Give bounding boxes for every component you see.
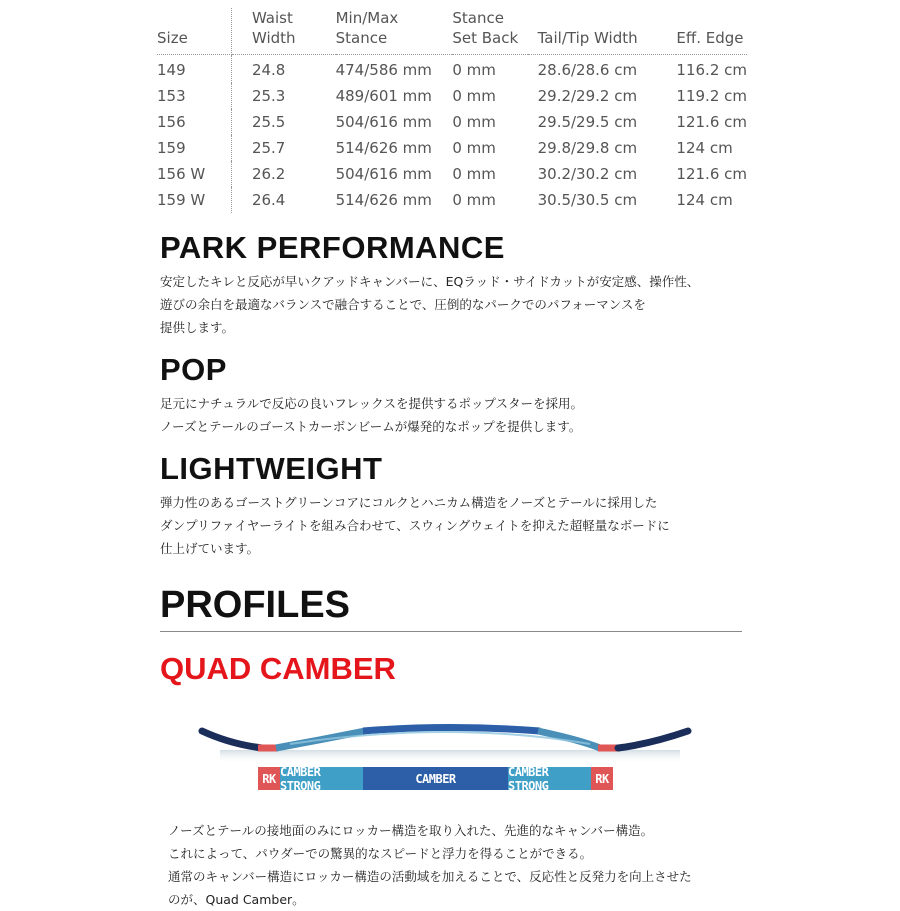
lightweight-section <box>160 451 760 560</box>
spec-table-row <box>157 161 747 187</box>
spec-table-row <box>157 135 747 161</box>
cell-tail-tip-width: 29.5/29.5 cm <box>537 113 638 131</box>
cell-eff-edge: 124 cm <box>676 191 733 209</box>
header-tail-tip-width: Tail/Tip Width <box>528 8 677 55</box>
park-performance-text <box>160 270 760 339</box>
spec-table-row <box>157 83 747 109</box>
camber-strong-left-zone: CAMBER STRONG <box>280 767 363 790</box>
pop-section <box>160 352 760 438</box>
board-camber-center <box>363 728 540 732</box>
text-line: 弾力性のあるゴーストグリーンコアにコルクとハニカム構造をノーズとテールに採用した <box>160 495 658 510</box>
cell-stance-set-back: 0 mm <box>452 113 496 131</box>
profiles-divider <box>160 631 742 632</box>
profile-zone-bar <box>258 764 613 793</box>
profiles-heading: PROFILES <box>160 584 351 626</box>
lightweight-text <box>160 491 760 560</box>
spec-table-header <box>157 8 747 55</box>
cell-size: 156 <box>157 109 231 135</box>
text-line: 足元にナチュラルで反応の良いフレックスを提供するポップスターを採用。 <box>160 396 584 411</box>
park-performance-section <box>160 230 760 339</box>
cell-waist-width: 26.2 <box>251 165 286 183</box>
text-line: 提供します。 <box>160 320 235 335</box>
spec-table-body <box>157 55 747 214</box>
quad-camber-heading: QUAD CAMBER <box>160 651 396 686</box>
cell-min-max-stance: 514/626 mm <box>335 191 432 209</box>
header-min-max-stance: Min/Max Stance <box>336 8 453 55</box>
cell-size: 156 W <box>157 161 231 187</box>
cell-tail-tip-width: 28.6/28.6 cm <box>537 61 638 79</box>
cell-size: 153 <box>157 83 231 109</box>
text-line: 仕上げています。 <box>160 541 260 556</box>
spec-table-row <box>157 109 747 135</box>
cell-stance-set-back: 0 mm <box>452 87 496 105</box>
text-line: ダンプリファイヤーライトを組み合わせて、スウィングウェイトを抑えた超軽量なボードに <box>160 518 670 533</box>
cell-tail-tip-width: 29.2/29.2 cm <box>537 87 638 105</box>
cell-stance-set-back: 0 mm <box>452 61 496 79</box>
spec-table-row <box>157 55 747 84</box>
quad-camber-description <box>168 815 768 911</box>
cell-size: 149 <box>157 55 231 84</box>
pop-heading: POP <box>160 352 227 387</box>
cell-eff-edge: 124 cm <box>676 139 733 157</box>
cell-eff-edge: 119.2 cm <box>676 87 747 105</box>
cell-stance-set-back: 0 mm <box>452 139 496 157</box>
cell-size: 159 W <box>157 187 231 213</box>
cell-waist-width: 26.4 <box>251 191 286 209</box>
cell-eff-edge: 121.6 cm <box>676 165 747 183</box>
camber-zone: CAMBER <box>363 767 508 790</box>
cell-min-max-stance: 504/616 mm <box>335 165 432 183</box>
text-line: ノーズとテールのゴーストカーボンビームが爆発的なポップを提供します。 <box>160 419 582 434</box>
cell-waist-width: 25.3 <box>251 87 286 105</box>
cell-tail-tip-width: 30.2/30.2 cm <box>537 165 638 183</box>
board-nose <box>202 731 262 748</box>
pop-text <box>160 392 760 438</box>
rk-right-zone: RK <box>591 767 613 790</box>
board-tail <box>618 731 688 748</box>
text-line: これによって、パウダーでの驚異的なスピードと浮力を得ることができる。 <box>168 846 593 861</box>
cell-min-max-stance: 474/586 mm <box>335 61 432 79</box>
cell-waist-width: 25.5 <box>251 113 286 131</box>
cell-waist-width: 25.7 <box>251 139 286 157</box>
cell-min-max-stance: 514/626 mm <box>335 139 432 157</box>
cell-stance-set-back: 0 mm <box>452 165 496 183</box>
header-waist-width: Waist Width <box>231 8 335 55</box>
header-size: Size <box>157 8 231 55</box>
header-eff-edge: Eff. Edge <box>676 8 747 55</box>
camber-strong-right-zone: CAMBER STRONG <box>508 767 591 790</box>
text-line: 通常のキャンバー構造にロッカー構造の活動域を加えることで、反応性と反発力を向上させた <box>168 869 692 884</box>
text-line: のが、Quad Camber。 <box>168 892 305 907</box>
cell-stance-set-back: 0 mm <box>452 191 496 209</box>
text-line: ノーズとテールの接地面のみにロッカー構造を取り入れた、先進的なキャンバー構造。 <box>168 823 654 838</box>
cell-size: 159 <box>157 135 231 161</box>
park-performance-heading: PARK PERFORMANCE <box>160 230 505 265</box>
board-camber-strong-right <box>538 731 600 748</box>
text-line: 安定したキレと反応が早いクアッドキャンバーに、EQラッド・サイドカットが安定感、操作性、 <box>160 274 700 289</box>
ground-shadow <box>220 750 680 764</box>
cell-tail-tip-width: 29.8/29.8 cm <box>537 139 638 157</box>
spec-table <box>157 8 747 213</box>
cell-min-max-stance: 489/601 mm <box>335 87 432 105</box>
spec-table-row <box>157 187 747 213</box>
cell-min-max-stance: 504/616 mm <box>335 113 432 131</box>
cell-waist-width: 24.8 <box>251 61 286 79</box>
header-stance-set-back: Stance Set Back <box>452 8 527 55</box>
lightweight-heading: LIGHTWEIGHT <box>160 451 383 486</box>
cell-tail-tip-width: 30.5/30.5 cm <box>537 191 638 209</box>
text-line: 遊びの余白を最適なバランスで融合することで、圧倒的なパークでのパフォーマンスを <box>160 297 646 312</box>
cell-eff-edge: 121.6 cm <box>676 113 747 131</box>
cell-eff-edge: 116.2 cm <box>676 61 747 79</box>
rk-left-zone: RK <box>258 767 280 790</box>
